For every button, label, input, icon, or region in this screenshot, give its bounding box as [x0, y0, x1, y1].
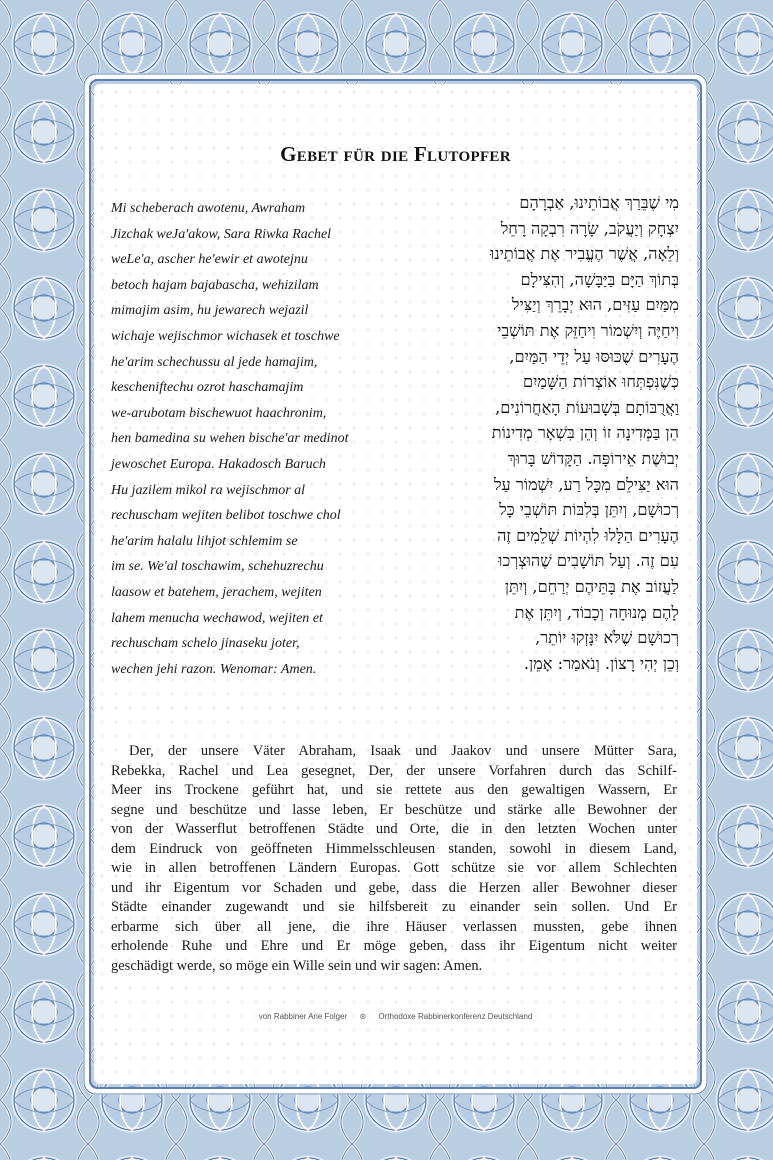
transliteration-line: wichaje wejischmor wichasek et toschwe: [111, 328, 340, 344]
transliteration-line: laasow et batehem, jerachem, wejiten: [111, 584, 322, 600]
hebrew-line: בְּתוֹךְ הַיָּם בַּיַּבָּשָׁה, וְהִצִּילָם: [520, 269, 679, 289]
hebrew-line: כְּשֶׁנִּפְתְּחוּ אוֹצְרוֹת הַשָּׁמַיִם: [522, 372, 679, 392]
transliteration-line: im se. We'al toschawim, schehuzrechu: [111, 559, 324, 575]
transliteration-line: Hu jazilem mikol ra wejischmor al: [111, 482, 306, 498]
german-line: Städte einander zugewandt und sie hilfsbereit zu einander sein sollen. Und Er: [111, 899, 677, 915]
german-line: erholende Ruhe und Ehre und Er möge geben, dass ihr Eigentum nicht weiter: [111, 938, 677, 954]
hebrew-line: וַאֲרֻבּוֹתָם בְּשָׁבוּעוֹת הָאַחֲרוֹנִים,: [495, 397, 679, 417]
hebrew-line: מִי שֶׁבֵּרַךְ אֲבוֹתֵינוּ, אַבְרָהָם: [519, 193, 679, 212]
german-line: von der Wasserflut betroffenen Städte und Orte, die in den letzten Wochen unter: [111, 821, 677, 837]
german-translation: [111, 742, 677, 976]
footer-organization: Orthodoxe Rabbinerkonferenz Deutschland: [378, 1012, 533, 1021]
transliteration-line: lahem menucha wechawod, wejiten et: [111, 610, 323, 626]
hebrew-line: רְכוּשָׁם שֶׁלֹּא יִנָּזְקוּ יוֹתֵר,: [535, 628, 679, 648]
transliteration-line: betoch hajam bajabascha, wehizilam: [111, 277, 319, 293]
transliteration-line: he'arim halalu lihjot schlemim se: [111, 533, 298, 549]
footer-separator-icon: ⊛: [359, 1012, 367, 1021]
hebrew-line: יְבוּשֶׁת אֵירוֹפָּה. הַקָּדוֹשׁ בָּרוּךְ: [507, 448, 679, 468]
hebrew-line: לָהֶם מְנוּחָה וְכָבוֹד, וְיִתֵּן אֶת: [514, 602, 679, 622]
transliteration-line: Mi scheberach awotenu, Awraham: [111, 201, 306, 216]
german-line: Rebekka, Rachel und Lea gesegnet, Der, der unsere Vorfahren durch das Schilf-: [111, 762, 677, 779]
hebrew-line: עִם זֶה. וְעַל תּוֹשָׁבִים שֶׁהוּצְרְכוּ: [498, 551, 679, 571]
footer-credit: [94, 1012, 697, 1021]
hebrew-line: הֶעָרִים שֶׁכּוּסּוּ עַל יְדֵי הַמַּיִם,: [509, 346, 679, 366]
german-line: Meer ins Trockene geführt hat, und sie rettete aus den gewaltigen Wassern, Er: [111, 782, 677, 798]
transliteration-line: we-arubotam bischewuot haachronim,: [111, 405, 327, 421]
hebrew-line: הוּא יַצִּילֵם מִכָּל רַע, יִשְׁמוֹר עַל: [493, 474, 679, 494]
transliteration-line: weLe'a, ascher he'ewir et awotejnu: [111, 252, 308, 268]
german-line: und ihr Eigentum vor Schaden und gebe, dass die Herzen aller Bewohner dieser: [111, 879, 677, 896]
hebrew-line: יִצְחָק וְיַעֲקֹב, שָׂרָה רִבְקָה רָחֵל: [500, 218, 679, 238]
german-line: erbarme sich über all jene, die ihre Häuser verlassen mussten, gebe ihnen: [111, 918, 677, 935]
german-line: Der, der unsere Väter Abraham, Isaak und Jaakov und unsere Mütter Sara,: [129, 743, 677, 759]
german-line: wie in allen betroffenen Ländern Europas. Gott schütze sie vor allem Schlechten: [111, 860, 677, 876]
hebrew-line: רְכוּשָׁם, וְיִתֵּן בְּלִבּוֹת תּוֹשְׁבֵי כָּל: [499, 500, 679, 520]
hebrew-line: לַעֲזוֹב אֶת בָּתֵּיהֶם יְרַחֵם, וְיִתֵּן: [504, 576, 679, 596]
transliteration-line: mimajim asim, hu jewarech wejazil: [111, 303, 309, 319]
hebrew-line: וְכֵן יְהִי רָצוֹן. וְנֹאמַר: אָמֵן.: [523, 653, 679, 673]
transliteration-line: he'arim schechussu al jede hamajim,: [111, 354, 318, 370]
hebrew-line: הֶעָרִים הַלָּלוּ לִהְיוֹת שְׁלֵמִים זֶה: [497, 525, 679, 545]
transliteration-line: wechen jehi razon. Wenomar: Amen.: [111, 661, 317, 677]
transliteration-line: hen bamedina su wehen bische'ar medinot: [111, 431, 349, 447]
hebrew-line: הֵן בַּמְּדִינָה זוֹ וְהֵן בִּשְׁאָר מְדִינוֹת: [491, 423, 679, 443]
document-title: Gebet für die Flutopfer: [280, 142, 511, 166]
footer-author: von Rabbiner Arie Folger: [258, 1012, 348, 1021]
hebrew-line: וְלֵאָה, אֲשֶׁר הֶעֱבִיר אֶת אֲבוֹתֵינוּ: [490, 244, 679, 264]
german-line: dem Eindruck von geöffneten Himmelsschleusen standen, sowohl in diesem Land,: [111, 840, 677, 857]
transliteration-line: jewoschet Europa. Hakadosch Baruch: [111, 456, 326, 472]
transliteration-line: rechuscham schelo jinaseku joter,: [111, 636, 300, 652]
hebrew-line: וִיחַיֶּה וְיִשְׁמוֹר וִיחַזֵּק אֶת תּוֹשְׁבֵי: [497, 320, 679, 340]
hebrew-column: [392, 190, 679, 676]
transliteration-line: rechuscham wejiten belibot toschwe chol: [111, 508, 341, 524]
german-line: segne und beschütze und lasse leben, Er beschütze und stärke alle Bewohner der: [111, 801, 677, 818]
transliteration-line: Jizchak weJa'akow, Sara Riwka Rachel: [111, 226, 332, 242]
transliteration-line: kescheniftechu ozrot haschamajim: [111, 380, 304, 396]
hebrew-line: מִמַּיִם עַזִּים, הוּא יְבָרֵךְ וְיַצִּיל: [511, 295, 679, 315]
transliteration-column: [111, 196, 411, 682]
german-line: geschädigt werde, so möge ein Wille sein und wir sagen: Amen.: [111, 957, 483, 974]
